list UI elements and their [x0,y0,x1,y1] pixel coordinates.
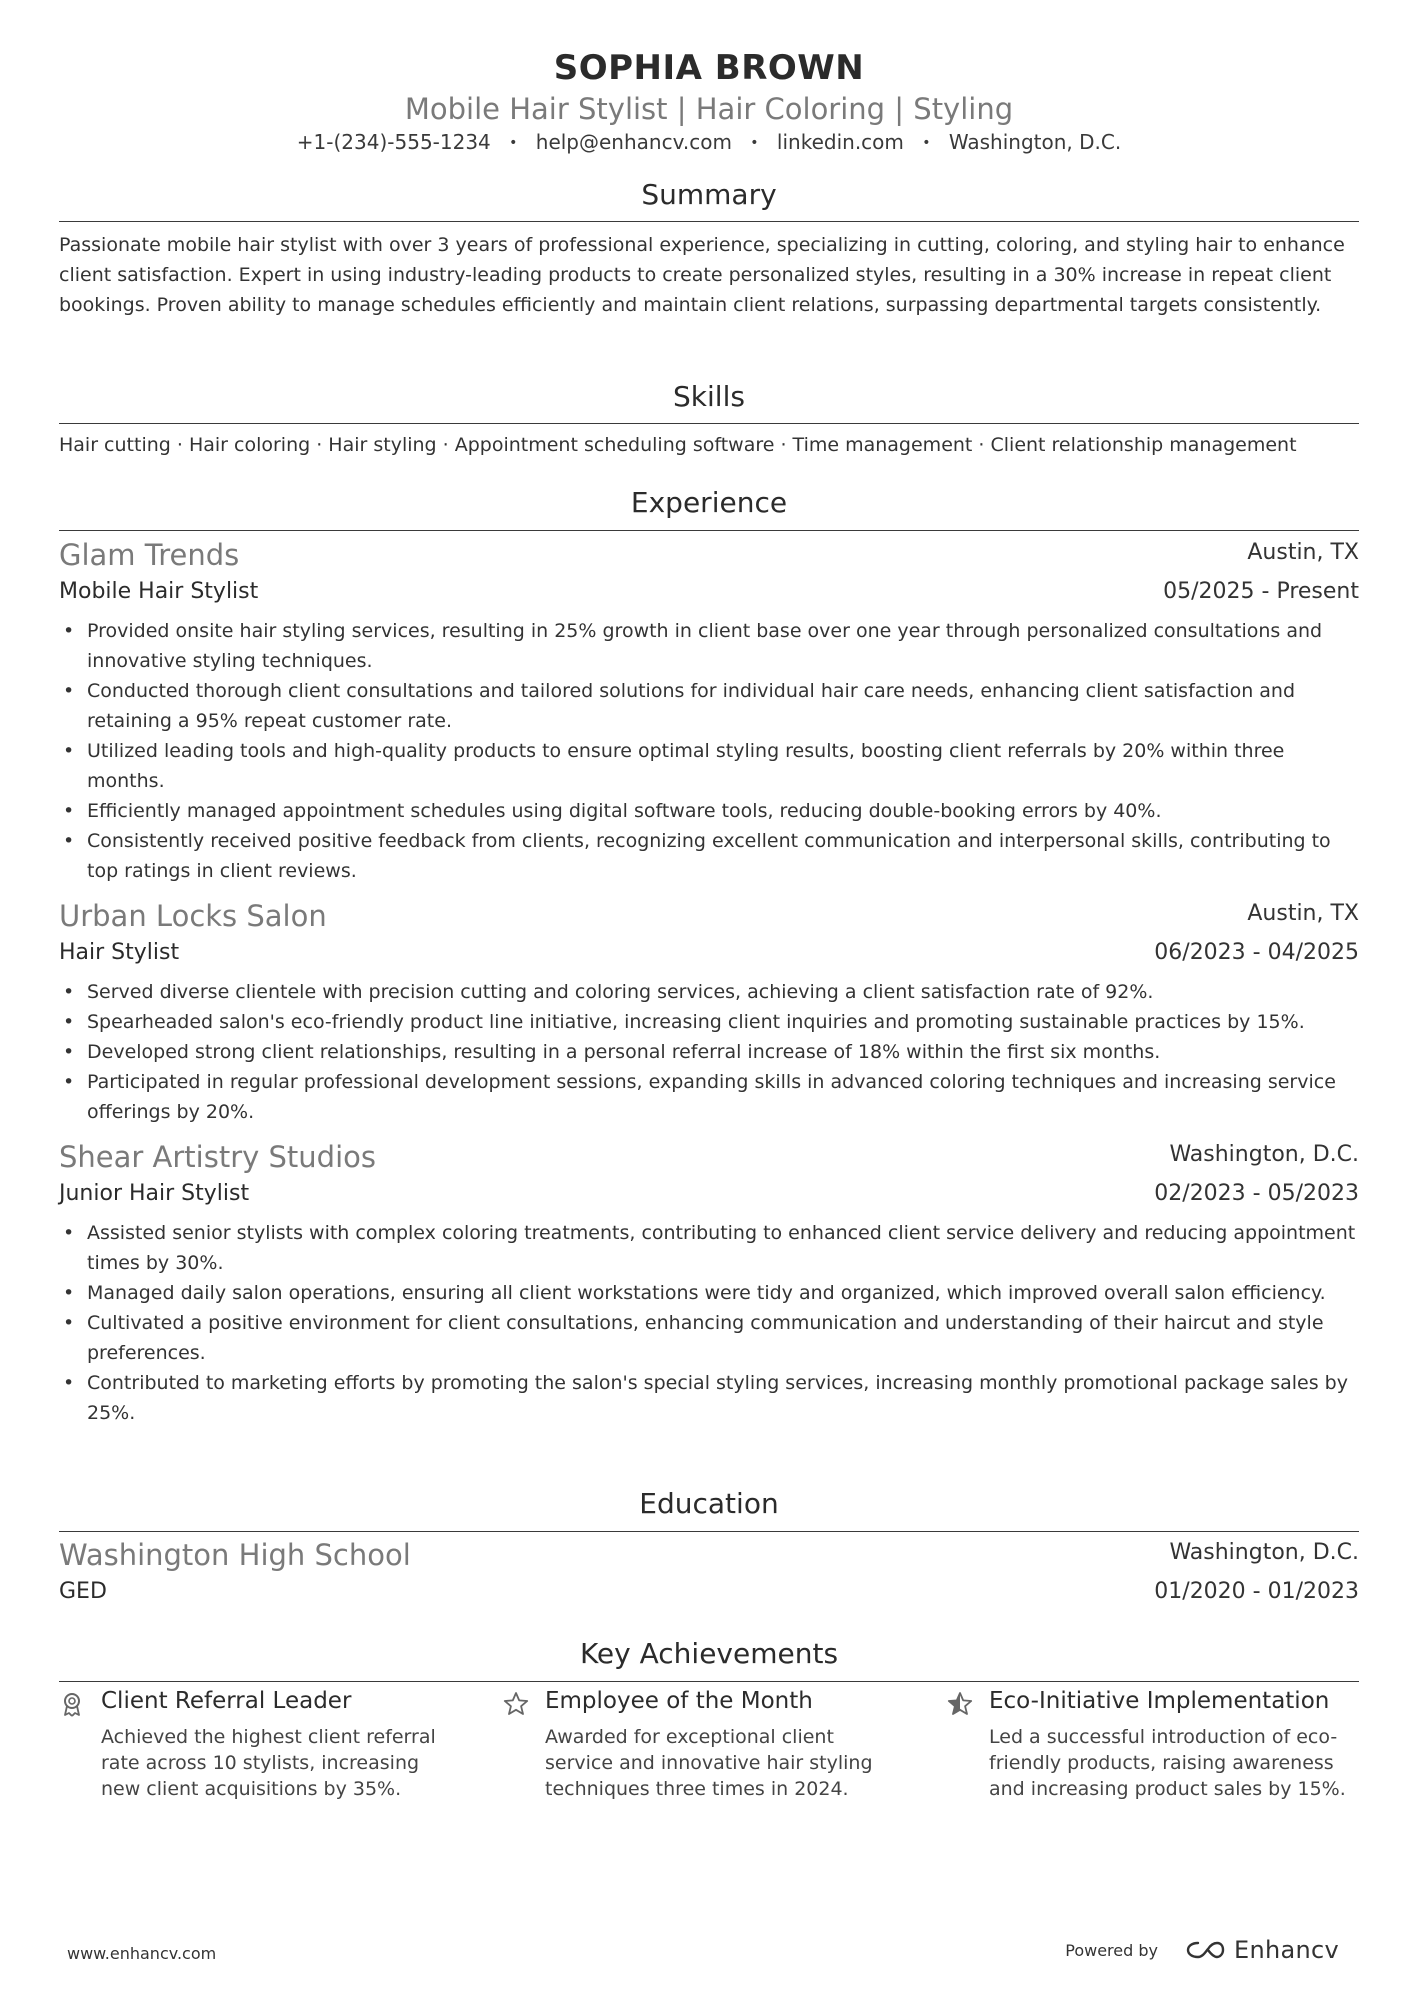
job-bullet: • Conducted thorough client consultations and tailored solutions for individual hair care needs, enhancing client satisfaction and retaining a 95% repeat customer rate. [87,676,1359,736]
resume-page [59,0,1359,1995]
summary-heading: Summary [641,178,777,211]
star-outline-icon [503,1691,529,1717]
footer-branding [1065,1936,1339,1964]
job-dates: 05/2025 - Present [1163,579,1359,604]
job-location: Austin, TX [1247,540,1359,565]
summary-text: Passionate mobile hair stylist with over 3 years of professional experience, specializing in cutting, coloring, and styling hair to enhance client satisfaction. Expert in using industry-leading products to create personalized styles, resulting in a 30% increase in repeat client bookings. Proven ability to manage schedules efficiently and maintain client relations, surpassing departmental targets consistently. [59,234,1345,316]
section-divider [59,423,1359,424]
star-half-icon [947,1691,973,1717]
job-company: Glam Trends [59,538,240,572]
achievement-title: Client Referral Leader [101,1688,352,1714]
achievement-description: Achieved the highest client referral rate across 10 stylists, increasing new client acquisitions by 35%. [101,1726,436,1800]
job-bullet: • Managed daily salon operations, ensuring all client workstations were tidy and organized, which improved overall salon efficiency. [87,1278,1359,1308]
contact-separator: • [750,135,759,151]
education-location: Washington, D.C. [1169,1540,1359,1565]
job-bullets [59,616,1359,886]
job-role: Junior Hair Stylist [59,1181,250,1206]
job-dates: 06/2023 - 04/2025 [1154,940,1359,965]
candidate-name: SOPHIA BROWN [553,48,865,88]
job-company: Urban Locks Salon [59,899,327,933]
contact-email[interactable]: help@enhancv.com [535,130,732,154]
candidate-headline: Mobile Hair Stylist | Hair Coloring | Styling [404,92,1014,126]
section-divider [59,530,1359,531]
skills-heading: Skills [673,380,745,413]
job-company: Shear Artistry Studios [59,1140,376,1174]
contact-separator: • [509,135,518,151]
contact-linkedin[interactable]: linkedin.com [776,130,904,154]
achievement-title: Eco-Initiative Implementation [989,1688,1330,1714]
enhancv-logo-icon [1184,1938,1226,1962]
job-bullets [59,977,1359,1127]
job-bullet: • Participated in regular professional development sessions, expanding skills in advanced coloring techniques and increasing service offerings by 20%. [87,1067,1359,1127]
job-role: Mobile Hair Stylist [59,579,259,604]
section-divider [59,1531,1359,1532]
contact-line [59,130,1359,154]
footer-website[interactable]: www.enhancv.com [67,1944,217,1963]
award-ribbon-icon [59,1691,85,1717]
section-divider [59,1681,1359,1682]
job-bullet: • Cultivated a positive environment for client consultations, enhancing communication and understanding of their haircut and style preferences. [87,1308,1359,1368]
experience-heading: Experience [630,486,788,519]
job-bullet: • Spearheaded salon's eco-friendly product line initiative, increasing client inquiries and promoting sustainable practices by 15%. [87,1007,1359,1037]
job-bullet: • Consistently received positive feedback from clients, recognizing excellent communication and interpersonal skills, contributing to top ratings in client reviews. [87,826,1359,886]
achievement-description: Awarded for exceptional client service and innovative hair styling techniques three times in 2024. [545,1726,873,1800]
achievement-description: Led a successful introduction of eco-friendly products, raising awareness and increasing product sales by 15%. [989,1726,1346,1800]
job-bullet: • Contributed to marketing efforts by promoting the salon's special styling services, increasing monthly promotional package sales by 25%. [87,1368,1359,1428]
job-role: Hair Stylist [59,940,180,965]
job-bullet: • Provided onsite hair styling services, resulting in 25% growth in client base over one year through personalized consultations and innovative styling techniques. [87,616,1359,676]
job-bullet: • Efficiently managed appointment schedules using digital software tools, reducing double-booking errors by 40%. [87,796,1359,826]
section-divider [59,221,1359,222]
job-bullet: • Developed strong client relationships, resulting in a personal referral increase of 18% within the first six months. [87,1037,1359,1067]
contact-phone[interactable]: +1-(234)-555-1234 [296,130,491,154]
achievements-heading: Key Achievements [579,1637,839,1670]
job-bullet: • Utilized leading tools and high-quality products to ensure optimal styling results, boosting client referrals by 20% within three months. [87,736,1359,796]
job-dates: 02/2023 - 05/2023 [1154,1181,1359,1206]
powered-by-label: Powered by [1065,1940,1158,1960]
job-location: Washington, D.C. [1169,1142,1359,1167]
job-bullet: • Assisted senior stylists with complex coloring treatments, contributing to enhanced client service delivery and reducing appointment times by 30%. [87,1218,1359,1278]
education-degree: GED [59,1579,107,1604]
job-location: Austin, TX [1247,901,1359,926]
education-heading: Education [639,1487,779,1520]
enhancv-brand[interactable]: Enhancv [1233,1936,1339,1964]
contact-separator: • [922,135,931,151]
contact-location: Washington, D.C. [948,130,1122,154]
job-bullet: • Served diverse clientele with precision cutting and coloring services, achieving a client satisfaction rate of 92%. [87,977,1359,1007]
skills-list: Hair cutting · Hair coloring · Hair styling · Appointment scheduling software · Time management · Client relationship management [59,434,1297,456]
education-dates: 01/2020 - 01/2023 [1154,1579,1359,1604]
job-bullets [59,1218,1359,1428]
education-school: Washington High School [59,1538,411,1572]
achievement-title: Employee of the Month [545,1688,813,1714]
